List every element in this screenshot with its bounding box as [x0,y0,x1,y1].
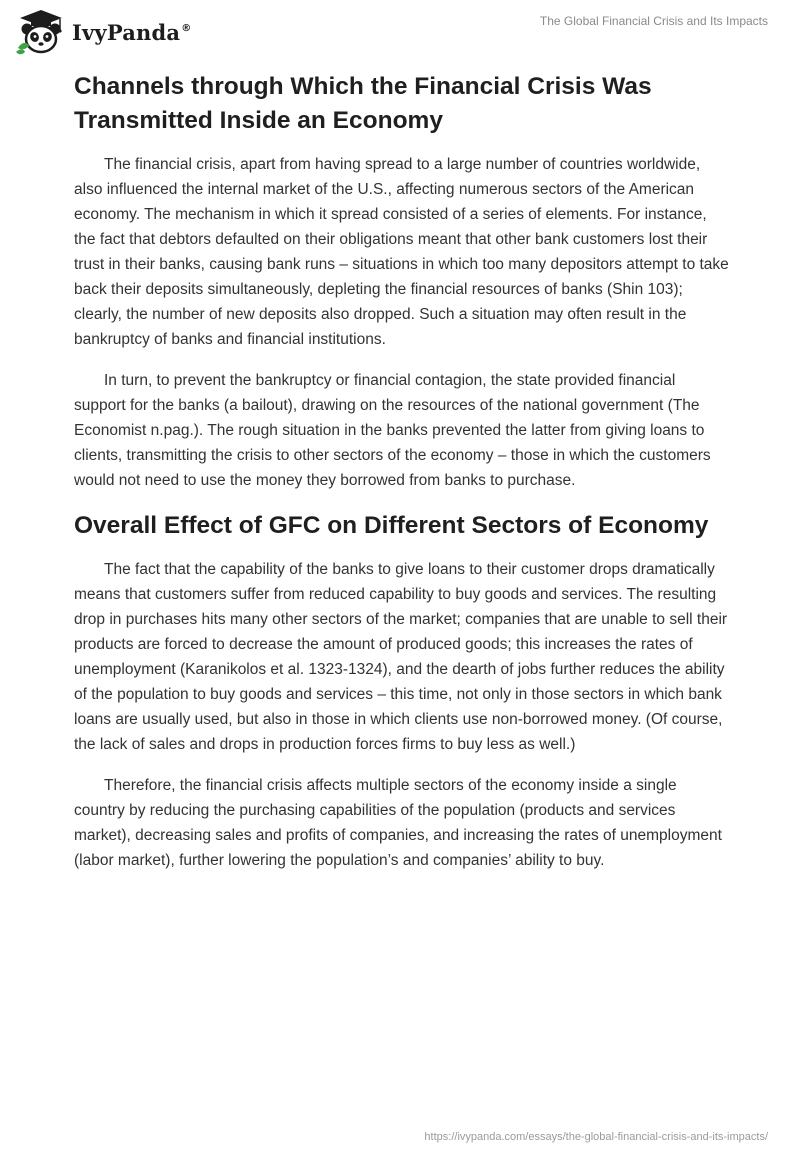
paragraph: The fact that the capability of the banks to give loans to their customer drops dramatically means that customers suffer from reduced capability to buy goods and services. The resulting drop in purchases hits many other sectors of the market; companies that are unable to sell their products are forced to decrease the amount of produced goods; this increases the rates of unemployment (Karanikolos et al. 1323-1324), and the dearth of jobs further reduces the ability of the population to buy goods and services – this time, not only in those sectors in which bank loans are usually used, but also in those in which clients use non-borrowed money. (Of course, the lack of sales and drops in production forces firms to buy less as well.) [74,561,728,753]
registered-mark: ® [181,22,192,34]
paragraph: In turn, to prevent the bankruptcy or financial contagion, the state provided financial support for the banks (a bailout), drawing on the resources of the national government (The Economist n.pag.). The rough situation in the banks prevented the latter from giving loans to clients, transmitting the crisis to other sectors of the economy – those in which the customers would not need to use the money they borrowed from banks to purchase. [74,372,711,489]
brand-name [72,20,191,45]
brand-text: IvyPanda [72,19,181,45]
section-heading-channels: Channels through Which the Financial Crisis Was Transmitted Inside an Economy [74,73,652,134]
ivypanda-logo[interactable] [14,8,191,56]
article-body [74,70,730,889]
paragraph: The financial crisis, apart from having spread to a large number of countries worldwide, also influenced the internal market of the U.S., affecting numerous sectors of the American economy. The mechanism in which it spread consisted of a series of elements. For instance, the fact that debtors defaulted on their obligations meant that other bank customers lost their trust in their banks, causing bank runs – situations in which too many depositors attempt to take back their deposits simultaneously, depleting the financial resources of banks (Shin 103); clearly, the number of new deposits also dropped. Such a situation may often result in the bankruptcy of banks and financial institutions. [74,156,729,348]
paragraph: Therefore, the financial crisis affects multiple sectors of the economy inside a single country by reducing the purchasing capabilities of the population (products and services market), decreasing sales and profits of companies, and increasing the rates of unemployment (labor market), further lowering the population’s and companies’ ability to buy. [74,777,722,869]
document-title: The Global Financial Crisis and Its Impacts [539,14,768,28]
source-url[interactable]: https://ivypanda.com/essays/the-global-financial-crisis-and-its-impacts/ [424,1131,768,1143]
page-header [0,0,800,64]
section-heading-overall-effect: Overall Effect of GFC on Different Sectors of Economy [74,512,709,539]
panda-logo-icon [14,8,68,56]
